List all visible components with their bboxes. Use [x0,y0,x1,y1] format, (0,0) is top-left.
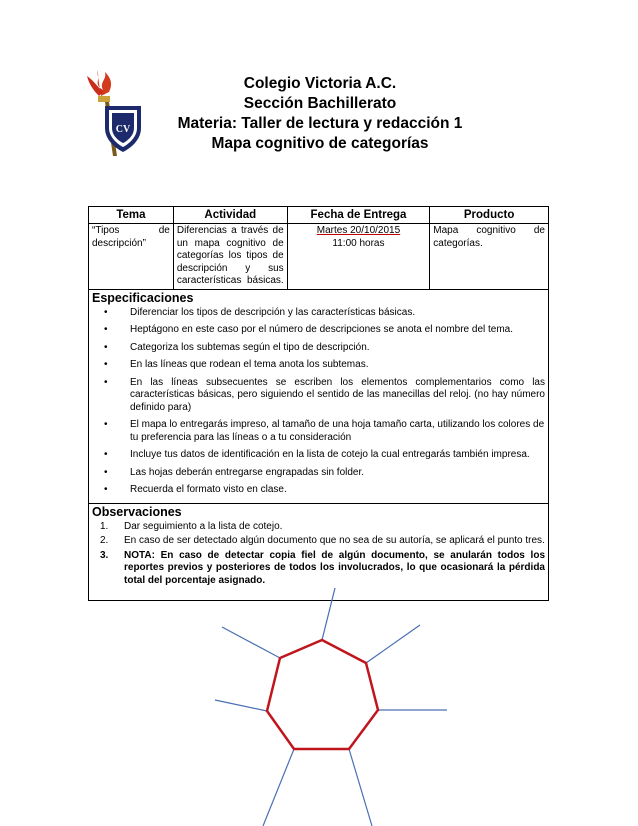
due-date: Martes 20/10/2015 [316,225,401,236]
list-item: • Heptágono en este caso por el número de descripciones se anota el nombre del tema. [122,324,545,337]
list-item: • Diferenciar los tipos de descripción y las características básicas. [122,307,545,320]
list-item: • Incluye tus datos de identificación en la lista de cotejo la cual entregarás también impresa. [122,449,545,462]
list-item: • Categoriza los subtemas según el tipo de descripción. [122,342,545,355]
list-item: • Las hojas deberán entregarse engrapadas sin folder. [122,467,545,480]
list-item: • En las líneas subsecuentes se escriben los elementos complementarios como las características básicas, pero siguiendo el sentido de las manecillas del reloj. (no hay número definido para) [122,377,545,415]
cell-actividad: Diferencias a través de un mapa cognitivo de categorías los tipos de descripción y sus características básicas. [173,224,287,290]
svg-text:CV: CV [115,124,131,135]
subject-title: Materia: Taller de lectura y redacción 1 [177,115,463,132]
section-name: Sección Bachillerato [243,95,397,112]
cell-tema: “Tipos de descripción” [89,224,174,290]
due-time: 11:00 horas [332,237,385,249]
list-item: • El mapa lo entregarás impreso, al tamaño de una hoja tamaño carta, utilizando los colores de tu preferencia para las líneas o a tu consideración [122,419,545,444]
header-tema: Tema [89,207,174,224]
cell-producto: Mapa cognitivo de categorías. [430,224,549,290]
header-actividad: Actividad [173,207,287,224]
item-text: En caso de ser detectado algún documento que no sea de su autoría, se aplicará el punto tres. [124,535,545,546]
header-producto: Producto [430,207,549,224]
item-text: Dar seguimiento a la lista de cotejo. [124,520,283,532]
list-item: • Recuerda el formato visto en clase. [122,484,545,497]
specifications-title: Especificaciones [92,290,194,305]
item-number: 3. [100,549,109,561]
spoke-line [222,627,280,658]
spoke-line [349,749,372,826]
spoke-line [263,749,294,826]
spoke-line [322,588,335,640]
list-item: • En las líneas que rodean el tema anota los subtemas. [122,359,545,372]
item-number: 2. [100,535,109,546]
heptagon-shape [267,640,378,749]
item-number: 1. [100,520,109,532]
spoke-line [366,625,420,663]
school-name: Colegio Victoria A.C. [243,75,397,92]
assignment-title: Mapa cognitivo de categorías [211,135,429,152]
spoke-line [215,700,267,711]
header-fecha: Fecha de Entrega [287,207,430,224]
observations-title: Observaciones [92,504,182,519]
item-text: NOTA: En caso de detectar copia fiel de algún documento, se anularán todos los reportes previos y posteriores de todos los involucrados, lo que ocasionará la pérdida total del porcentaje asignado. [124,549,545,586]
